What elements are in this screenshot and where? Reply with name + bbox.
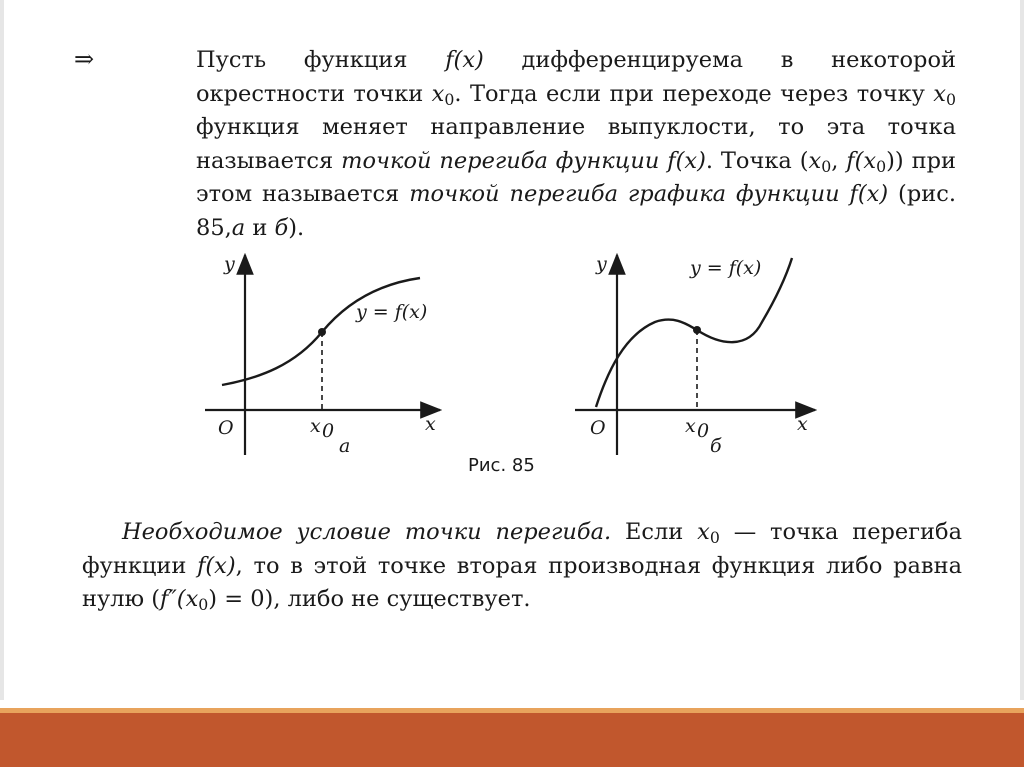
inflection-point <box>318 328 326 336</box>
origin-label: O <box>590 417 606 439</box>
footer-bar <box>0 713 1024 767</box>
figure-ref-a: а <box>231 214 246 241</box>
x0-label: x <box>310 415 321 437</box>
math-x0: x <box>431 80 445 107</box>
math-sub: 0 <box>198 594 209 614</box>
text: , то в этой точке вторая производная функция либо равна нулю ( <box>82 552 962 612</box>
text: )) <box>886 147 904 174</box>
text: ). <box>288 214 305 241</box>
curve-label: y = f(x) <box>690 257 762 279</box>
math-sub: 0 <box>876 156 887 176</box>
math-fx: f(x) <box>849 181 889 207</box>
origin-label: O <box>218 417 234 439</box>
term-inflection-point-function: точкой перегиба функции <box>341 147 668 174</box>
figure-caption: Рис. 85 <box>468 455 535 476</box>
text: ) = 0) <box>208 586 274 612</box>
x0-subscript: 0 <box>322 420 335 442</box>
math-x0: x <box>933 80 946 107</box>
x-axis-label: x <box>425 413 436 435</box>
figure-ref-b: б <box>274 214 289 241</box>
text: (рис. 85, <box>196 181 956 241</box>
panel-letter: а <box>339 435 351 457</box>
math-sub: 0 <box>709 527 720 547</box>
inflection-point <box>693 326 701 334</box>
math-f-second: f″( <box>160 586 186 612</box>
term-inflection-point-graph: точкой перегиба графика функции <box>409 181 850 207</box>
math-fx: f(x) <box>667 147 706 174</box>
x0-label: x <box>685 415 696 437</box>
math-x0: x <box>697 519 710 545</box>
math-fx: f(x) <box>197 552 236 579</box>
text: и <box>245 214 275 241</box>
implication-arrow-icon: ⇒ <box>74 45 95 73</box>
text: — точка перегиба функции <box>82 519 962 579</box>
x-axis-label: x <box>797 413 808 435</box>
text: Если <box>611 519 698 545</box>
necessary-condition-paragraph <box>82 516 962 617</box>
text: функция меняет направление выпуклости, то эта точка называется <box>196 114 956 174</box>
math-x0: x <box>863 147 877 174</box>
curve-label: y = f(x) <box>356 301 428 323</box>
text: , либо не существует. <box>273 586 531 612</box>
math-sub: 0 <box>821 156 832 176</box>
text: Пусть функция <box>196 47 446 73</box>
text: . Тогда если при переходе через точку <box>454 80 934 107</box>
panel-letter: б <box>710 435 722 457</box>
y-axis-label: y <box>224 253 235 275</box>
text: при этом называется <box>196 147 956 207</box>
math-f: f( <box>846 147 864 174</box>
y-axis-label: y <box>596 253 607 275</box>
graph-panel-a <box>205 253 440 457</box>
graph-panel-b <box>575 253 815 457</box>
text: . Точка ( <box>705 147 809 174</box>
text: , <box>831 147 847 174</box>
math-fx: f(x) <box>445 47 484 73</box>
term-necessary-condition: Необходимое условие точки перегиба. <box>122 519 612 545</box>
x0-subscript: 0 <box>697 420 710 442</box>
math-sub: 0 <box>444 89 455 109</box>
math-x0: x <box>808 147 822 174</box>
math-sub: 0 <box>945 89 956 109</box>
math-x0: x <box>185 586 199 612</box>
text: дифференцируема в некоторой окрестности точки <box>196 47 956 107</box>
